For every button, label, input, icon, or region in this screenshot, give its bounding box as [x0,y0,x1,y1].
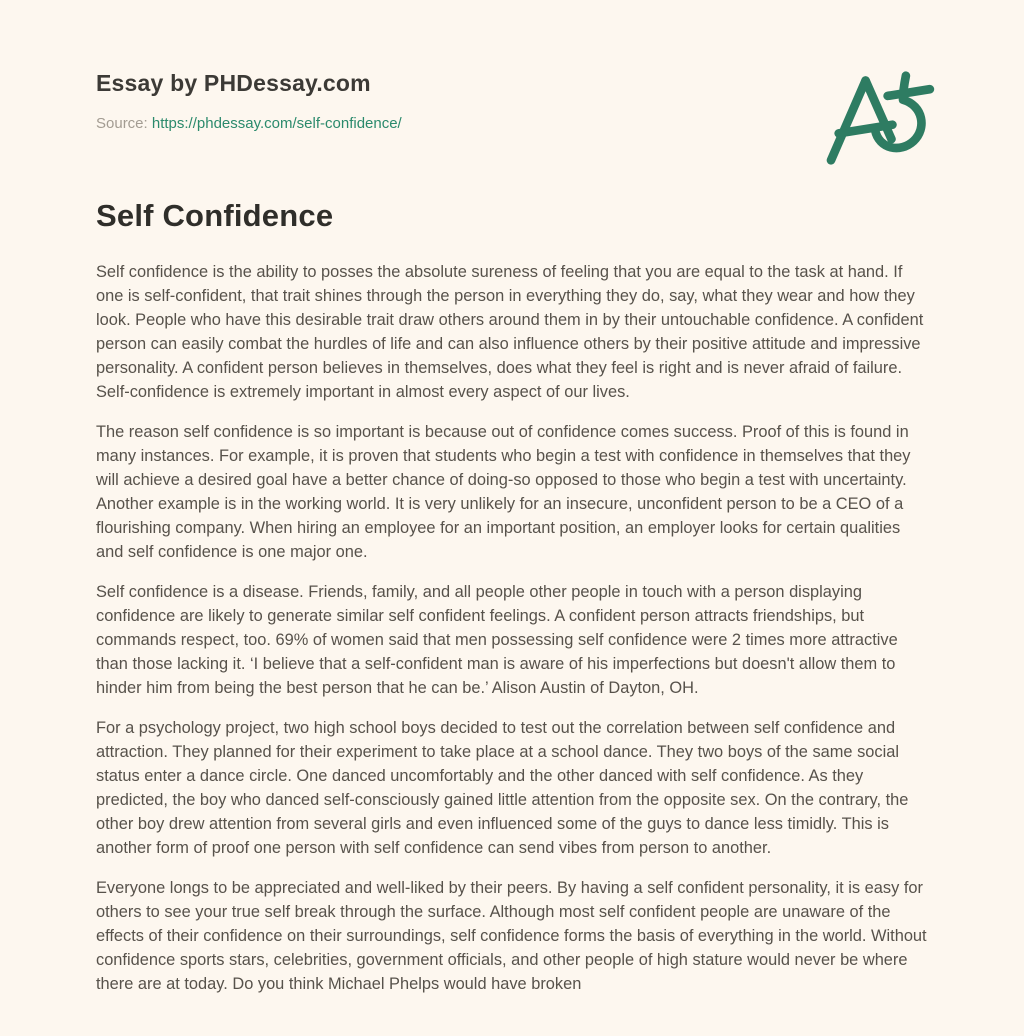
essay-paragraph: For a psychology project, two high school boys decided to test out the correlation between self confidence and attraction. They planned for their experiment to take place at a school dance. They two boys of the same social status enter a dance circle. One danced uncomfortably and the other danced with self confidence. As they predicted, the boy who danced self-consciously gained little attention from the opposite sex. On the contrary, the other boy drew attention from several girls and even influenced some of the guys to dance less timidly. This is another form of proof one person with self confidence can send vibes from person to another. [96,719,909,857]
essay-paragraph: Self confidence is the ability to posses the absolute sureness of feeling that you are equal to the task at hand. If one is self-confident, that trait shines through the person in everything they do, say, what they wear and how they look. People who have this desirable trait draw others around them in by their untouchable confidence. A confident person can easily combat the hurdles of life and can also influence others by their positive attitude and impressive personality. A confident person believes in themselves, does what they feel is right and is never afraid of failure. Self-confidence is extremely important in almost every aspect of our lives. [96,263,924,401]
site-title: Essay by PHDessay.com [96,70,371,96]
essay-body [96,260,930,996]
source-label: Source: [96,115,148,132]
doc-header [96,70,930,132]
essay-paragraph: The reason self confidence is so important is because out of confidence comes success. Proof of this is found in many instances. For example, it is proven that students who begin a test with confidence in themselves that they will achieve a desired goal have a better chance of doing-so opposed to those who begin a test with uncertainty. Another example is in the working world. It is very unlikely for an insecure, unconfident person to be a CEO of a flourishing company. When hiring an employee for an important position, an employer looks for certain qualities and self confidence is one major one. [96,423,911,561]
source-link[interactable]: https://phdessay.com/self-confidence/ [151,115,402,132]
essay-title: Self Confidence [96,198,334,233]
a-plus-logo-icon [820,70,938,166]
essay-paragraph: Everyone longs to be appreciated and well-liked by their peers. By having a self confident personality, it is easy for others to see your true self break through the surface. Although most self confident people are unaware of the effects of their confidence on their surroundings, self confidence forms the basis of everything in the world. Without confidence sports stars, celebrities, government officials, and other people of high stature would never be where there are at today. Do you think Michael Phelps would have broken [96,879,927,993]
source-line [96,115,790,132]
essay-paragraph: Self confidence is a disease. Friends, family, and all people other people in touch with a person displaying confidence are likely to generate similar self confident feelings. A confident person attracts friendships, but commands respect, too. 69% of women said that men possessing self confidence were 2 times more attractive than those lacking it. ‘I believe that a self-confident man is aware of his imperfections but doesn't allow them to hinder him from being the best person that he can be.’ Alison Austin of Dayton, OH. [96,583,898,697]
